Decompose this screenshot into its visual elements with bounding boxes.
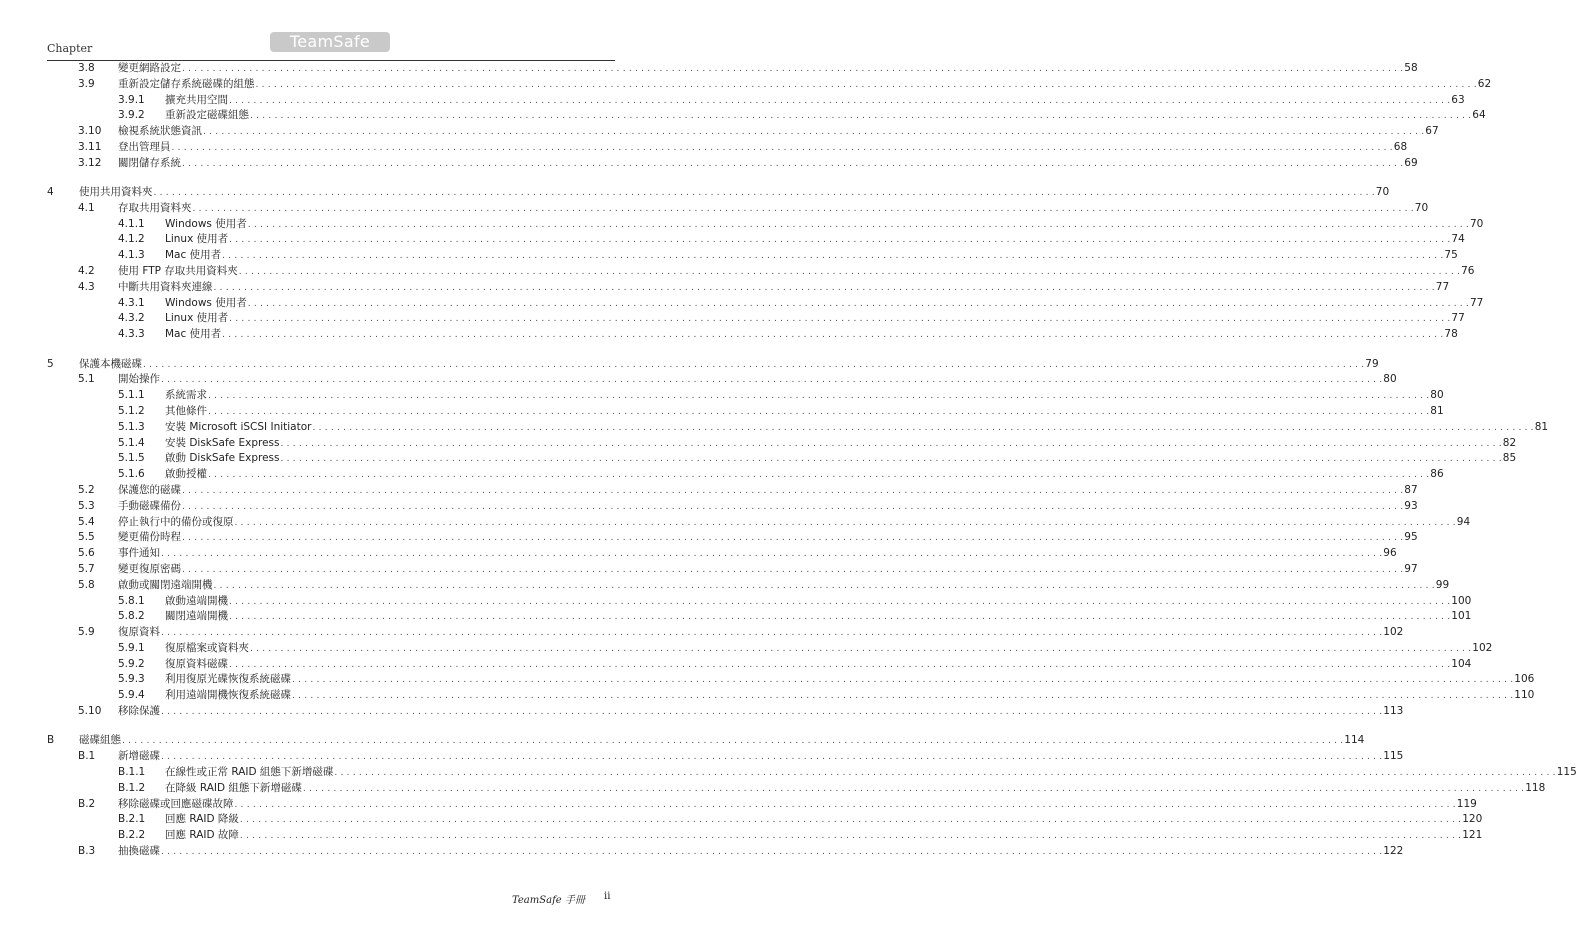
toc-leader-dots: . . . . . . . . . . . . . . . . . . . . . . . . . . . . . . . . . . . . . . . . . . . . . . . . . . . . . . . . . . . . . . . . . . . . . . . . . . . . . . . . . . . . . . . . . . . . . . . . . . . . . . . . . . . . . . . . . . . . . . . . . . . . . . . . . . . . . . . . . . . . . . . . . . . . . . . . . . . . . . . . . . . . . . . . . . . . . . . . . . . . . . . . . . . . . . . . . . . . . . . . [161, 549, 1383, 560]
toc-leader-dots: . . . . . . . . . . . . . . . . . . . . . . . . . . . . . . . . . . . . . . . . . . . . . . . . . . . . . . . . . . . . . . . . . . . . . . . . . . . . . . . . . . . . . . . . . . . . . . . . . . . . . . . . . . . . . . . . . . . . . . . . . . . . . . . . . . . . . . . . . . . . . . . . . . . . . . . . . . . . . . . . . . . . . . . . . . . . . . . . . . . . . . . . . . . . . . . . . . . . . . . . [182, 501, 1404, 512]
toc-entry[interactable] [47, 296, 1484, 312]
toc-entry-line [165, 594, 1472, 611]
toc-entry-page: 96 [1382, 546, 1396, 562]
toc-entry[interactable] [47, 672, 1535, 688]
toc-entry-line [165, 217, 1484, 234]
toc-leader-dots: . . . . . . . . . . . . . . . . . . . . . . . . . . . . . . . . . . . . . . . . . . . . . . . . . . . . . . . . . . . . . . . . . . . . . . . . . . . . . . . . . . . . . . . . . . . . . . . . . . . . . . . . . . . . . . . . . . . . . . . . . . . . . . . . . . . . . . . . . . . . . . . . . . . . . . . . . . . . . . . . . . . . . . . . . . . . . . . . . . . . . . . . . . . . . . . . . . . . . . . . [222, 330, 1444, 341]
toc-entry-number: 5.9.2 [118, 657, 145, 670]
toc-entry-page: 104 [1450, 657, 1471, 673]
toc-leader-dots: . . . . . . . . . . . . . . . . . . . . . . . . . . . . . . . . . . . . . . . . . . . . . . . . . . . . . . . . . . . . . . . . . . . . . . . . . . . . . . . . . . . . . . . . . . . . . . . . . . . . . . . . . . . . . . . . . . . . . . . . . . . . . . . . . . . . . . . . . . . . . . . . . . . . . . . . . . . . . . . . . . . . . . . . . . . . . . . . . . . . . . . . . . . . . . . . . . . . . . . . [229, 659, 1451, 670]
toc-leader-dots: . . . . . . . . . . . . . . . . . . . . . . . . . . . . . . . . . . . . . . . . . . . . . . . . . . . . . . . . . . . . . . . . . . . . . . . . . . . . . . . . . . . . . . . . . . . . . . . . . . . . . . . . . . . . . . . . . . . . . . . . . . . . . . . . . . . . . . . . . . . . . . . . . . . . . . . . . . . . . . . . . . . . . . . . . . . . . . . . . . . . . . . . . . . . . . . . . . . . . . . . [229, 95, 1451, 106]
toc-leader-dots: . . . . . . . . . . . . . . . . . . . . . . . . . . . . . . . . . . . . . . . . . . . . . . . . . . . . . . . . . . . . . . . . . . . . . . . . . . . . . . . . . . . . . . . . . . . . . . . . . . . . . . . . . . . . . . . . . . . . . . . . . . . . . . . . . . . . . . . . . . . . . . . . . . . . . . . . . . . . . . . . . . . . . . . . . . . . . . . . . . . . . . . . . . . . . . . . . . . . . . . . [171, 142, 1393, 153]
toc-entry-line [118, 704, 1404, 721]
toc-leader-dots: . . . . . . . . . . . . . . . . . . . . . . . . . . . . . . . . . . . . . . . . . . . . . . . . . . . . . . . . . . . . . . . . . . . . . . . . . . . . . . . . . . . . . . . . . . . . . . . . . . . . . . . . . . . . . . . . . . . . . . . . . . . . . . . . . . . . . . . . . . . . . . . . . . . . . . . . . . . . . . . . . . . . . . . . . . . . . . . . . . . . . . . . . . . . . . . . . . . . . . . . [213, 580, 1435, 591]
toc-leader-dots: . . . . . . . . . . . . . . . . . . . . . . . . . . . . . . . . . . . . . . . . . . . . . . . . . . . . . . . . . . . . . . . . . . . . . . . . . . . . . . . . . . . . . . . . . . . . . . . . . . . . . . . . . . . . . . . . . . . . . . . . . . . . . . . . . . . . . . . . . . . . . . . . . . . . . . . . . . . . . . . . . . . . . . . . . . . . . . . . . . . . . . . . . . . . . . . . . . . . . . . . [247, 219, 1469, 230]
toc-leader-dots: . . . . . . . . . . . . . . . . . . . . . . . . . . . . . . . . . . . . . . . . . . . . . . . . . . . . . . . . . . . . . . . . . . . . . . . . . . . . . . . . . . . . . . . . . . . . . . . . . . . . . . . . . . . . . . . . . . . . . . . . . . . . . . . . . . . . . . . . . . . . . . . . . . . . . . . . . . . . . . . . . . . . . . . . . . . . . . . . . . . . . . . . . . . . . . . . . . . . . . . . [213, 282, 1435, 293]
toc-leader-dots: . . . . . . . . . . . . . . . . . . . . . . . . . . . . . . . . . . . . . . . . . . . . . . . . . . . . . . . . . . . . . . . . . . . . . . . . . . . . . . . . . . . . . . . . . . . . . . . . . . . . . . . . . . . . . . . . . . . . . . . . . . . . . . . . . . . . . . . . . . . . . . . . . . . . . . . . . . . . . . . . . . . . . . . . . . . . . . . . . . . . . . . . . . . . . . . . . . . . . . . . [239, 815, 1462, 826]
toc-entry-title: 新增磁碟 [118, 749, 161, 765]
toc-entry-title: 利用復原光碟恢復系統磁碟 [165, 672, 292, 688]
toc-entry[interactable] [47, 515, 1471, 531]
toc-leader-dots: . . . . . . . . . . . . . . . . . . . . . . . . . . . . . . . . . . . . . . . . . . . . . . . . . . . . . . . . . . . . . . . . . . . . . . . . . . . . . . . . . . . . . . . . . . . . . . . . . . . . . . . . . . . . . . . . . . . . . . . . . . . . . . . . . . . . . . . . . . . . . . . . . . . . . . . . . . . . . . . . . . . . . . . . . . . . . . . . . . . . . . . . . . . . . . . . . . . . . . . . [182, 158, 1404, 169]
toc-entry-line [165, 388, 1444, 405]
toc-entry-page: 81 [1534, 420, 1548, 436]
footer-page-number: ii [604, 891, 611, 902]
toc-entry-line [165, 688, 1535, 705]
toc-entry[interactable] [47, 61, 1418, 77]
toc-entry[interactable] [47, 499, 1418, 515]
toc-leader-dots: . . . . . . . . . . . . . . . . . . . . . . . . . . . . . . . . . . . . . . . . . . . . . . . . . . . . . . . . . . . . . . . . . . . . . . . . . . . . . . . . . . . . . . . . . . . . . . . . . . . . . . . . . . . . . . . . . . . . . . . . . . . . . . . . . . . . . . . . . . . . . . . . . . . . . . . . . . . . . . . . . . . . . . . . . . . . . . . . . . . . . . . . . . . . . . . . . . . . . . . . [238, 267, 1461, 278]
toc-entry[interactable] [47, 108, 1486, 124]
toc-entry-title: 在降級 RAID 組態下新增磁碟 [165, 781, 303, 797]
toc-entry-line [165, 248, 1458, 265]
toc-entry[interactable] [47, 704, 1404, 720]
toc-entry[interactable] [47, 609, 1472, 625]
toc-entry-line [165, 296, 1484, 313]
toc-entry-page: 118 [1524, 781, 1545, 797]
toc-entry-number: 5.6 [78, 547, 95, 560]
toc-leader-dots: . . . . . . . . . . . . . . . . . . . . . . . . . . . . . . . . . . . . . . . . . . . . . . . . . . . . . . . . . . . . . . . . . . . . . . . . . . . . . . . . . . . . . . . . . . . . . . . . . . . . . . . . . . . . . . . . . . . . . . . . . . . . . . . . . . . . . . . . . . . . . . . . . . . . . . . . . . . . . . . . . . . . . . . . . . . . . . . . . . . . . . . . . . . . . . . . . . . . . . . . [234, 517, 1456, 528]
toc-entry-line [165, 812, 1483, 829]
toc-entry-page: 77 [1450, 311, 1464, 327]
toc-entry-number: 3.10 [78, 125, 102, 138]
toc-entry-page: 106 [1513, 672, 1534, 688]
toc-entry-page: 77 [1435, 280, 1449, 296]
toc-entry-page: 94 [1456, 515, 1470, 531]
toc-entry-title: 啟動或關閉遠端開機 [118, 578, 214, 594]
toc-entry-number: 5.1.3 [118, 420, 145, 433]
toc-entry-line [165, 327, 1458, 344]
toc-entry-number: 5.10 [78, 705, 102, 718]
toc-entry-title: 保護本機磁碟 [79, 357, 143, 373]
toc-entry-title: 中斷共用資料夾連線 [118, 280, 214, 296]
toc-leader-dots: . . . . . . . . . . . . . . . . . . . . . . . . . . . . . . . . . . . . . . . . . . . . . . . . . . . . . . . . . . . . . . . . . . . . . . . . . . . . . . . . . . . . . . . . . . . . . . . . . . . . . . . . . . . . . . . . . . . . . . . . . . . . . . . . . . . . . . . . . . . . . . . . . . . . . . . . . . . . . . . . . . . . . . . . . . . . . . . . . . . . . . . . . . . . . . . . . . . . . . . . [192, 203, 1414, 214]
toc-entry-number: 5.1.4 [118, 436, 145, 449]
toc-entry[interactable] [47, 483, 1418, 499]
toc-leader-dots: . . . . . . . . . . . . . . . . . . . . . . . . . . . . . . . . . . . . . . . . . . . . . . . . . . . . . . . . . . . . . . . . . . . . . . . . . . . . . . . . . . . . . . . . . . . . . . . . . . . . . . . . . . . . . . . . . . . . . . . . . . . . . . . . . . . . . . . . . . . . . . . . . . . . . . . . . . . . . . . . . . . . . . . . . . . . . . . . . . . . . . . . . . . . . . . . . . . . . . . . [229, 596, 1451, 607]
toc-leader-dots: . . . . . . . . . . . . . . . . . . . . . . . . . . . . . . . . . . . . . . . . . . . . . . . . . . . . . . . . . . . . . . . . . . . . . . . . . . . . . . . . . . . . . . . . . . . . . . . . . . . . . . . . . . . . . . . . . . . . . . . . . . . . . . . . . . . . . . . . . . . . . . . . . . . . . . . . . . . . . . . . . . . . . . . . . . . . . . . . . . . . . . . . . . . . . . . . . . . . . . . . [161, 846, 1383, 857]
toc-entry-number: 4.3.2 [118, 312, 145, 325]
toc-entry-number: 5.2 [78, 483, 95, 496]
toc-entry-number: 5.5 [78, 531, 95, 544]
toc-entry-line [165, 467, 1444, 484]
toc-entry[interactable] [47, 248, 1458, 264]
toc-entry-line [165, 311, 1465, 328]
toc-entry-number: 3.8 [78, 62, 95, 74]
toc-entry[interactable] [47, 404, 1444, 420]
toc-entry[interactable] [47, 578, 1450, 594]
toc-entry-line [165, 781, 1546, 798]
toc-entry-number: 5.4 [78, 515, 95, 528]
toc-leader-dots: . . . . . . . . . . . . . . . . . . . . . . . . . . . . . . . . . . . . . . . . . . . . . . . . . . . . . . . . . . . . . . . . . . . . . . . . . . . . . . . . . . . . . . . . . . . . . . . . . . . . . . . . . . . . . . . . . . . . . . . . . . . . . . . . . . . . . . . . . . . . . . . . . . . . . . . . . . . . . . . . . . . . . . . . . . . . . . . . . . . . . . . . . . . . . . . . . . . . . . . . [161, 375, 1383, 386]
toc-entry-number: 5.1.5 [118, 452, 145, 465]
toc-entry-page: 87 [1403, 483, 1417, 499]
toc-leader-dots: . . . . . . . . . . . . . . . . . . . . . . . . . . . . . . . . . . . . . . . . . . . . . . . . . . . . . . . . . . . . . . . . . . . . . . . . . . . . . . . . . . . . . . . . . . . . . . . . . . . . . . . . . . . . . . . . . . . . . . . . . . . . . . . . . . . . . . . . . . . . . . . . . . . . . . . . . . . . . . . . . . . . . . . . . . . . . . . . . . . . . . . . . . . . . . . . . . . . . . . . [122, 736, 1344, 747]
toc-entry-line [79, 357, 1379, 374]
toc-entry-line [118, 201, 1429, 218]
toc-entry-page: 122 [1382, 844, 1403, 860]
toc-entry[interactable] [47, 327, 1458, 343]
toc-entry-number: 5.3 [78, 499, 95, 512]
toc-entry-title: Mac 使用者 [165, 248, 222, 264]
toc-entry[interactable] [47, 201, 1429, 217]
toc-entry[interactable] [47, 436, 1517, 452]
toc-entry[interactable] [47, 749, 1404, 765]
toc-entry-title: 復原資料磁碟 [165, 657, 229, 673]
toc-leader-dots: . . . . . . . . . . . . . . . . . . . . . . . . . . . . . . . . . . . . . . . . . . . . . . . . . . . . . . . . . . . . . . . . . . . . . . . . . . . . . . . . . . . . . . . . . . . . . . . . . . . . . . . . . . . . . . . . . . . . . . . . . . . . . . . . . . . . . . . . . . . . . . . . . . . . . . . . . . . . . . . . . . . . . . . . . . . . . . . . . . . . . . . . . . . . . . . . . . . . . . . . [229, 612, 1451, 623]
teamsafe-logo: TeamSafe [270, 32, 390, 52]
toc-leader-dots: . . . . . . . . . . . . . . . . . . . . . . . . . . . . . . . . . . . . . . . . . . . . . . . . . . . . . . . . . . . . . . . . . . . . . . . . . . . . . . . . . . . . . . . . . . . . . . . . . . . . . . . . . . . . . . . . . . . . . . . . . . . . . . . . . . . . . . . . . . . . . . . . . . . . . . . . . . . . . . . . . . . . . . . . . . . . . . . . . . . . . . . . . . . . . . . . . . . . . . . . [182, 485, 1404, 496]
toc-leader-dots: . . . . . . . . . . . . . . . . . . . . . . . . . . . . . . . . . . . . . . . . . . . . . . . . . . . . . . . . . . . . . . . . . . . . . . . . . . . . . . . . . . . . . . . . . . . . . . . . . . . . . . . . . . . . . . . . . . . . . . . . . . . . . . . . . . . . . . . . . . . . . . . . . . . . . . . . . . . . . . . . . . . . . . . . . . . . . . . . . . . . . . . . . . . . . . . . . . . . . . . . [239, 831, 1462, 842]
toc-entry-title: 利用遠端開機恢復系統磁碟 [165, 688, 292, 704]
toc-leader-dots: . . . . . . . . . . . . . . . . . . . . . . . . . . . . . . . . . . . . . . . . . . . . . . . . . . . . . . . . . . . . . . . . . . . . . . . . . . . . . . . . . . . . . . . . . . . . . . . . . . . . . . . . . . . . . . . . . . . . . . . . . . . . . . . . . . . . . . . . . . . . . . . . . . . . . . . . . . . . . . . . . . . . . . . . . . . . . . . . . . . . . . . . . . . . . . . . . . . . . . . . [247, 298, 1469, 309]
toc-entry[interactable] [47, 812, 1483, 828]
toc-entry[interactable] [47, 420, 1549, 436]
toc-entry-title: 存取共用資料夾 [118, 201, 193, 217]
toc-entry[interactable] [47, 451, 1517, 467]
toc-entry-line [165, 765, 1577, 782]
toc-entry-page: 97 [1403, 562, 1417, 578]
toc-entry-page: 114 [1343, 733, 1364, 749]
toc-entry-line [118, 749, 1404, 766]
toc-entry-line [165, 451, 1517, 468]
toc-leader-dots: . . . . . . . . . . . . . . . . . . . . . . . . . . . . . . . . . . . . . . . . . . . . . . . . . . . . . . . . . . . . . . . . . . . . . . . . . . . . . . . . . . . . . . . . . . . . . . . . . . . . . . . . . . . . . . . . . . . . . . . . . . . . . . . . . . . . . . . . . . . . . . . . . . . . . . . . . . . . . . . . . . . . . . . . . . . . . . . . . . . . . . . . . . . . . . . . . . . . . . . . [182, 564, 1404, 575]
toc-entry-page: 80 [1429, 388, 1443, 404]
toc-entry-page: 70 [1469, 217, 1483, 233]
toc-entry-title: 檢視系統狀態資訊 [118, 124, 203, 140]
toc-entry[interactable] [47, 280, 1450, 296]
toc-entry-line [118, 483, 1418, 500]
toc-entry-line [118, 625, 1404, 642]
table-of-contents [47, 61, 1577, 860]
toc-entry-line [118, 156, 1418, 173]
toc-leader-dots: . . . . . . . . . . . . . . . . . . . . . . . . . . . . . . . . . . . . . . . . . . . . . . . . . . . . . . . . . . . . . . . . . . . . . . . . . . . . . . . . . . . . . . . . . . . . . . . . . . . . . . . . . . . . . . . . . . . . . . . . . . . . . . . . . . . . . . . . . . . . . . . . . . . . . . . . . . . . . . . . . . . . . . . . . . . . . . . . . . . . . . . . . . . . . . . . . . . . . . . . [312, 422, 1534, 433]
toc-entry-page: 70 [1414, 201, 1428, 217]
toc-entry-line [118, 124, 1439, 141]
toc-entry[interactable] [47, 467, 1444, 483]
toc-entry-title: Linux 使用者 [165, 311, 229, 327]
toc-entry-page: 67 [1424, 124, 1438, 140]
toc-entry-number: B [47, 734, 55, 747]
toc-entry-page: 79 [1364, 357, 1378, 373]
toc-entry[interactable] [47, 93, 1465, 109]
toc-entry-number: 3.11 [78, 140, 102, 153]
toc-entry-title: 啟動 DiskSafe Express [165, 451, 281, 467]
toc-entry-number: 5.9.1 [118, 641, 145, 654]
toc-entry-number: B.1.1 [118, 765, 146, 778]
toc-entry-page: 80 [1382, 372, 1396, 388]
toc-entry-page: 58 [1403, 61, 1417, 77]
toc-entry-number: 5.9.3 [118, 673, 145, 686]
toc-entry-page: 102 [1471, 641, 1492, 657]
toc-entry-title: 保護您的磁碟 [118, 483, 182, 499]
toc-entry[interactable] [47, 185, 1390, 201]
toc-entry-number: 4.3 [78, 280, 95, 293]
toc-entry-line [118, 61, 1418, 78]
toc-entry-number: B.1 [78, 750, 96, 763]
toc-entry-line [118, 530, 1418, 547]
header-chapter-label: Chapter [47, 42, 93, 55]
toc-entry-page: 68 [1393, 140, 1407, 156]
toc-entry-title: Linux 使用者 [165, 232, 229, 248]
toc-entry[interactable] [47, 733, 1365, 749]
toc-leader-dots: . . . . . . . . . . . . . . . . . . . . . . . . . . . . . . . . . . . . . . . . . . . . . . . . . . . . . . . . . . . . . . . . . . . . . . . . . . . . . . . . . . . . . . . . . . . . . . . . . . . . . . . . . . . . . . . . . . . . . . . . . . . . . . . . . . . . . . . . . . . . . . . . . . . . . . . . . . . . . . . . . . . . . . . . . . . . . . . . . . . . . . . . . . . . . . . . . . . . . . . . [161, 628, 1383, 639]
toc-entry[interactable] [47, 530, 1418, 546]
toc-entry[interactable] [47, 357, 1379, 373]
toc-entry-line [118, 797, 1477, 814]
toc-entry-line [118, 264, 1475, 281]
toc-entry-title: 復原資料 [118, 625, 161, 641]
toc-entry-title: 變更備份時程 [118, 530, 182, 546]
toc-entry-number: 5.8 [78, 578, 95, 591]
toc-entry-page: 86 [1429, 467, 1443, 483]
toc-entry-page: 64 [1471, 108, 1485, 124]
toc-entry-title: 抽換磁碟 [118, 844, 161, 860]
toc-entry-number: 5.8.2 [118, 610, 145, 623]
toc-entry-page: 81 [1429, 404, 1443, 420]
toc-entry-page: 95 [1403, 530, 1417, 546]
toc-entry-number: 5.1.2 [118, 404, 145, 417]
toc-entry-page: 120 [1461, 812, 1482, 828]
toc-leader-dots: . . . . . . . . . . . . . . . . . . . . . . . . . . . . . . . . . . . . . . . . . . . . . . . . . . . . . . . . . . . . . . . . . . . . . . . . . . . . . . . . . . . . . . . . . . . . . . . . . . . . . . . . . . . . . . . . . . . . . . . . . . . . . . . . . . . . . . . . . . . . . . . . . . . . . . . . . . . . . . . . . . . . . . . . . . . . . . . . . . . . . . . . . . . . . . . . . . . . . . . . [229, 314, 1451, 325]
toc-entry-title: 關閉儲存系統 [118, 156, 182, 172]
toc-entry-title: 變更復原密碼 [118, 562, 182, 578]
toc-entry[interactable] [47, 594, 1472, 610]
toc-entry-line [118, 515, 1471, 532]
toc-entry-line [118, 844, 1404, 861]
footer-label: TeamSafe 手冊 [512, 895, 585, 906]
toc-entry-page: 70 [1375, 185, 1389, 201]
toc-entry[interactable] [47, 217, 1484, 233]
toc-entry-title: 登出管理員 [118, 140, 172, 156]
toc-entry-line [165, 404, 1444, 421]
toc-entry[interactable] [47, 140, 1408, 156]
toc-entry-title: 重新設定儲存系統磁碟的組態 [118, 77, 256, 93]
toc-entry-number: 5.7 [78, 562, 95, 575]
toc-entry-number: 4.1.1 [118, 217, 145, 230]
toc-entry-title: 系統需求 [165, 388, 208, 404]
toc-entry[interactable] [47, 657, 1472, 673]
toc-entry-line [165, 828, 1483, 845]
toc-leader-dots: . . . . . . . . . . . . . . . . . . . . . . . . . . . . . . . . . . . . . . . . . . . . . . . . . . . . . . . . . . . . . . . . . . . . . . . . . . . . . . . . . . . . . . . . . . . . . . . . . . . . . . . . . . . . . . . . . . . . . . . . . . . . . . . . . . . . . . . . . . . . . . . . . . . . . . . . . . . . . . . . . . . . . . . . . . . . . . . . . . . . . . . . . . . . . . . . . . . . . . . . [255, 79, 1477, 90]
toc-entry-number: B.2.1 [118, 813, 146, 826]
toc-entry-title: 磁碟組態 [79, 733, 122, 749]
toc-entry-title: 使用共用資料夾 [79, 185, 154, 201]
toc-entry-line [165, 108, 1486, 125]
toc-entry-title: 啟動遠端開機 [165, 594, 229, 610]
toc-entry-number: 3.9.2 [118, 109, 145, 122]
toc-entry-title: 移除磁碟或回應磁碟故障 [118, 797, 235, 813]
toc-leader-dots: . . . . . . . . . . . . . . . . . . . . . . . . . . . . . . . . . . . . . . . . . . . . . . . . . . . . . . . . . . . . . . . . . . . . . . . . . . . . . . . . . . . . . . . . . . . . . . . . . . . . . . . . . . . . . . . . . . . . . . . . . . . . . . . . . . . . . . . . . . . . . . . . . . . . . . . . . . . . . . . . . . . . . . . . . . . . . . . . . . . . . . . . . . . . . . . . . . . . . . . . [208, 406, 1430, 417]
toc-entry[interactable] [47, 124, 1439, 140]
toc-entry-page: 85 [1502, 451, 1516, 467]
toc-entry-page: 115 [1556, 765, 1577, 781]
toc-leader-dots: . . . . . . . . . . . . . . . . . . . . . . . . . . . . . . . . . . . . . . . . . . . . . . . . . . . . . . . . . . . . . . . . . . . . . . . . . . . . . . . . . . . . . . . . . . . . . . . . . . . . . . . . . . . . . . . . . . . . . . . . . . . . . . . . . . . . . . . . . . . . . . . . . . . . . . . . . . . . . . . . . . . . . . . . . . . . . . . . . . . . . . . . . . . . . . . . . . . . . . . . [302, 783, 1525, 794]
toc-entry-line [118, 140, 1408, 157]
toc-entry-line [165, 672, 1535, 689]
toc-entry-line [118, 372, 1397, 389]
toc-entry[interactable] [47, 311, 1465, 327]
toc-entry-title: 移除保護 [118, 704, 161, 720]
toc-entry-title: 變更網路設定 [118, 61, 182, 77]
toc-entry[interactable] [47, 546, 1397, 562]
toc-entry-title: Mac 使用者 [165, 327, 222, 343]
toc-entry-title: Windows 使用者 [165, 296, 248, 312]
toc-entry-line [165, 609, 1472, 626]
toc-entry-line [165, 657, 1472, 674]
toc-entry-number: B.1.2 [118, 781, 146, 794]
toc-entry-page: 100 [1450, 594, 1471, 610]
toc-leader-dots: . . . . . . . . . . . . . . . . . . . . . . . . . . . . . . . . . . . . . . . . . . . . . . . . . . . . . . . . . . . . . . . . . . . . . . . . . . . . . . . . . . . . . . . . . . . . . . . . . . . . . . . . . . . . . . . . . . . . . . . . . . . . . . . . . . . . . . . . . . . . . . . . . . . . . . . . . . . . . . . . . . . . . . . . . . . . . . . . . . . . . . . . . . . . . . . . . . . . . . . . [292, 675, 1514, 686]
toc-leader-dots: . . . . . . . . . . . . . . . . . . . . . . . . . . . . . . . . . . . . . . . . . . . . . . . . . . . . . . . . . . . . . . . . . . . . . . . . . . . . . . . . . . . . . . . . . . . . . . . . . . . . . . . . . . . . . . . . . . . . . . . . . . . . . . . . . . . . . . . . . . . . . . . . . . . . . . . . . . . . . . . . . . . . . . . . . . . . . . . . . . . . . . . . . . . . . . . . . . . . . . . . [250, 111, 1472, 122]
toc-entry-page: 74 [1450, 232, 1464, 248]
toc-entry[interactable] [47, 562, 1418, 578]
toc-entry-title: 在線性或正常 RAID 組態下新增磁碟 [165, 765, 334, 781]
toc-entry-page: 77 [1469, 296, 1483, 312]
toc-entry[interactable] [47, 388, 1444, 404]
toc-entry-page: 115 [1382, 749, 1403, 765]
toc-entry-line [118, 280, 1450, 297]
toc-leader-dots: . . . . . . . . . . . . . . . . . . . . . . . . . . . . . . . . . . . . . . . . . . . . . . . . . . . . . . . . . . . . . . . . . . . . . . . . . . . . . . . . . . . . . . . . . . . . . . . . . . . . . . . . . . . . . . . . . . . . . . . . . . . . . . . . . . . . . . . . . . . . . . . . . . . . . . . . . . . . . . . . . . . . . . . . . . . . . . . . . . . . . . . . . . . . . . . . . . . . . . . . [280, 454, 1502, 465]
toc-entry-title: 啟動授權 [165, 467, 208, 483]
toc-entry-number: 5.1 [78, 373, 95, 386]
toc-leader-dots: . . . . . . . . . . . . . . . . . . . . . . . . . . . . . . . . . . . . . . . . . . . . . . . . . . . . . . . . . . . . . . . . . . . . . . . . . . . . . . . . . . . . . . . . . . . . . . . . . . . . . . . . . . . . . . . . . . . . . . . . . . . . . . . . . . . . . . . . . . . . . . . . . . . . . . . . . . . . . . . . . . . . . . . . . . . . . . . . . . . . . . . . . . . . . . . . . . . . . . . . [182, 533, 1404, 544]
toc-leader-dots: . . . . . . . . . . . . . . . . . . . . . . . . . . . . . . . . . . . . . . . . . . . . . . . . . . . . . . . . . . . . . . . . . . . . . . . . . . . . . . . . . . . . . . . . . . . . . . . . . . . . . . . . . . . . . . . . . . . . . . . . . . . . . . . . . . . . . . . . . . . . . . . . . . . . . . . . . . . . . . . . . . . . . . . . . . . . . . . . . . . . . . . . . . . . . . . . . . . . . . . . [153, 188, 1375, 199]
toc-entry-page: 113 [1382, 704, 1403, 720]
toc-entry-page: 69 [1403, 156, 1417, 172]
toc-entry[interactable] [47, 625, 1404, 641]
toc-leader-dots: . . . . . . . . . . . . . . . . . . . . . . . . . . . . . . . . . . . . . . . . . . . . . . . . . . . . . . . . . . . . . . . . . . . . . . . . . . . . . . . . . . . . . . . . . . . . . . . . . . . . . . . . . . . . . . . . . . . . . . . . . . . . . . . . . . . . . . . . . . . . . . . . . . . . . . . . . . . . . . . . . . . . . . . . . . . . . . . . . . . . . . . . . . . . . . . . . . . . . . . . [229, 235, 1451, 246]
toc-entry[interactable] [47, 156, 1418, 172]
toc-entry-line [118, 77, 1492, 94]
toc-entry-line [79, 185, 1390, 202]
toc-entry-number: 5 [47, 357, 54, 370]
toc-entry-page: 101 [1450, 609, 1471, 625]
toc-entry-page: 93 [1403, 499, 1417, 515]
toc-entry-line [79, 733, 1365, 750]
toc-entry-line [118, 578, 1450, 595]
toc-entry[interactable] [47, 844, 1404, 860]
toc-entry-number: 5.9 [78, 626, 95, 639]
toc-entry-title: 開始操作 [118, 372, 161, 388]
toc-entry-number: 4 [47, 186, 54, 199]
toc-leader-dots: . . . . . . . . . . . . . . . . . . . . . . . . . . . . . . . . . . . . . . . . . . . . . . . . . . . . . . . . . . . . . . . . . . . . . . . . . . . . . . . . . . . . . . . . . . . . . . . . . . . . . . . . . . . . . . . . . . . . . . . . . . . . . . . . . . . . . . . . . . . . . . . . . . . . . . . . . . . . . . . . . . . . . . . . . . . . . . . . . . . . . . . . . . . . . . . . . . . . . . . . [234, 799, 1456, 810]
toc-leader-dots: . . . . . . . . . . . . . . . . . . . . . . . . . . . . . . . . . . . . . . . . . . . . . . . . . . . . . . . . . . . . . . . . . . . . . . . . . . . . . . . . . . . . . . . . . . . . . . . . . . . . . . . . . . . . . . . . . . . . . . . . . . . . . . . . . . . . . . . . . . . . . . . . . . . . . . . . . . . . . . . . . . . . . . . . . . . . . . . . . . . . . . . . . . . . . . . . . . . . . . . . [280, 438, 1502, 449]
toc-entry-number: B.2.2 [118, 829, 146, 842]
toc-entry-title: 擴充共用空間 [165, 93, 229, 109]
toc-entry[interactable] [47, 264, 1475, 280]
toc-entry-line [165, 232, 1465, 249]
toc-entry-line [165, 93, 1465, 110]
toc-entry-title: 使用 FTP 存取共用資料夾 [118, 264, 239, 280]
toc-entry-line [165, 641, 1493, 658]
toc-entry-number: 4.2 [78, 265, 95, 278]
toc-entry[interactable] [47, 797, 1477, 813]
toc-leader-dots: . . . . . . . . . . . . . . . . . . . . . . . . . . . . . . . . . . . . . . . . . . . . . . . . . . . . . . . . . . . . . . . . . . . . . . . . . . . . . . . . . . . . . . . . . . . . . . . . . . . . . . . . . . . . . . . . . . . . . . . . . . . . . . . . . . . . . . . . . . . . . . . . . . . . . . . . . . . . . . . . . . . . . . . . . . . . . . . . . . . . . . . . . . . . . . . . . . . . . . . . [208, 470, 1430, 481]
toc-entry-number: 4.3.3 [118, 328, 145, 341]
toc-entry-title: 重新設定磁碟組態 [165, 108, 250, 124]
toc-leader-dots: . . . . . . . . . . . . . . . . . . . . . . . . . . . . . . . . . . . . . . . . . . . . . . . . . . . . . . . . . . . . . . . . . . . . . . . . . . . . . . . . . . . . . . . . . . . . . . . . . . . . . . . . . . . . . . . . . . . . . . . . . . . . . . . . . . . . . . . . . . . . . . . . . . . . . . . . . . . . . . . . . . . . . . . . . . . . . . . . . . . . . . . . . . . . . . . . . . . . . . . . [334, 767, 1556, 778]
toc-entry-page: 121 [1461, 828, 1482, 844]
toc-leader-dots: . . . . . . . . . . . . . . . . . . . . . . . . . . . . . . . . . . . . . . . . . . . . . . . . . . . . . . . . . . . . . . . . . . . . . . . . . . . . . . . . . . . . . . . . . . . . . . . . . . . . . . . . . . . . . . . . . . . . . . . . . . . . . . . . . . . . . . . . . . . . . . . . . . . . . . . . . . . . . . . . . . . . . . . . . . . . . . . . . . . . . . . . . . . . . . . . . . . . . . . . [143, 359, 1365, 370]
toc-entry-number: 3.12 [78, 156, 102, 169]
toc-entry-title: 回應 RAID 故障 [165, 828, 240, 844]
toc-entry-title: 回應 RAID 降級 [165, 812, 240, 828]
toc-entry-number: 5.9.4 [118, 689, 145, 702]
toc-entry-page: 119 [1456, 797, 1477, 813]
toc-entry-page: 110 [1513, 688, 1534, 704]
toc-entry-number: 4.1.2 [118, 233, 145, 246]
toc-entry-page: 102 [1382, 625, 1403, 641]
toc-entry-line [165, 420, 1549, 437]
toc-entry-number: B.2 [78, 797, 96, 810]
toc-entry-page: 76 [1460, 264, 1474, 280]
toc-entry-number: 5.8.1 [118, 594, 145, 607]
toc-entry[interactable] [47, 688, 1535, 704]
toc-entry-page: 82 [1502, 436, 1516, 452]
toc-entry[interactable] [47, 372, 1397, 388]
toc-entry[interactable] [47, 765, 1577, 781]
toc-leader-dots: . . . . . . . . . . . . . . . . . . . . . . . . . . . . . . . . . . . . . . . . . . . . . . . . . . . . . . . . . . . . . . . . . . . . . . . . . . . . . . . . . . . . . . . . . . . . . . . . . . . . . . . . . . . . . . . . . . . . . . . . . . . . . . . . . . . . . . . . . . . . . . . . . . . . . . . . . . . . . . . . . . . . . . . . . . . . . . . . . . . . . . . . . . . . . . . . . . . . . . . . [182, 64, 1404, 74]
toc-leader-dots: . . . . . . . . . . . . . . . . . . . . . . . . . . . . . . . . . . . . . . . . . . . . . . . . . . . . . . . . . . . . . . . . . . . . . . . . . . . . . . . . . . . . . . . . . . . . . . . . . . . . . . . . . . . . . . . . . . . . . . . . . . . . . . . . . . . . . . . . . . . . . . . . . . . . . . . . . . . . . . . . . . . . . . . . . . . . . . . . . . . . . . . . . . . . . . . . . . . . . . . . [222, 251, 1444, 262]
toc-entry[interactable] [47, 641, 1493, 657]
toc-entry-page: 78 [1443, 327, 1457, 343]
toc-entry-title: 安裝 Microsoft iSCSI Initiator [165, 420, 312, 436]
toc-entry-page: 62 [1477, 77, 1491, 93]
toc-entry-title: 事件通知 [118, 546, 161, 562]
toc-entry-page: 75 [1443, 248, 1457, 264]
toc-entry-title: 手動磁碟備份 [118, 499, 182, 515]
toc-entry[interactable] [47, 77, 1492, 93]
toc-entry-number: B.3 [78, 844, 96, 857]
toc-entry-number: 3.9 [78, 77, 95, 90]
toc-entry[interactable] [47, 781, 1546, 797]
toc-leader-dots: . . . . . . . . . . . . . . . . . . . . . . . . . . . . . . . . . . . . . . . . . . . . . . . . . . . . . . . . . . . . . . . . . . . . . . . . . . . . . . . . . . . . . . . . . . . . . . . . . . . . . . . . . . . . . . . . . . . . . . . . . . . . . . . . . . . . . . . . . . . . . . . . . . . . . . . . . . . . . . . . . . . . . . . . . . . . . . . . . . . . . . . . . . . . . . . . . . . . . . . . [161, 752, 1383, 763]
toc-entry-title: 安裝 DiskSafe Express [165, 436, 281, 452]
toc-entry-title: Windows 使用者 [165, 217, 248, 233]
toc-entry-number: 4.1.3 [118, 249, 145, 262]
toc-entry-line [118, 546, 1397, 563]
toc-leader-dots: . . . . . . . . . . . . . . . . . . . . . . . . . . . . . . . . . . . . . . . . . . . . . . . . . . . . . . . . . . . . . . . . . . . . . . . . . . . . . . . . . . . . . . . . . . . . . . . . . . . . . . . . . . . . . . . . . . . . . . . . . . . . . . . . . . . . . . . . . . . . . . . . . . . . . . . . . . . . . . . . . . . . . . . . . . . . . . . . . . . . . . . . . . . . . . . . . . . . . . . . [292, 691, 1514, 702]
toc-leader-dots: . . . . . . . . . . . . . . . . . . . . . . . . . . . . . . . . . . . . . . . . . . . . . . . . . . . . . . . . . . . . . . . . . . . . . . . . . . . . . . . . . . . . . . . . . . . . . . . . . . . . . . . . . . . . . . . . . . . . . . . . . . . . . . . . . . . . . . . . . . . . . . . . . . . . . . . . . . . . . . . . . . . . . . . . . . . . . . . . . . . . . . . . . . . . . . . . . . . . . . . . [208, 391, 1430, 402]
toc-entry-page: 63 [1450, 93, 1464, 109]
toc-leader-dots: . . . . . . . . . . . . . . . . . . . . . . . . . . . . . . . . . . . . . . . . . . . . . . . . . . . . . . . . . . . . . . . . . . . . . . . . . . . . . . . . . . . . . . . . . . . . . . . . . . . . . . . . . . . . . . . . . . . . . . . . . . . . . . . . . . . . . . . . . . . . . . . . . . . . . . . . . . . . . . . . . . . . . . . . . . . . . . . . . . . . . . . . . . . . . . . . . . . . . . . . [250, 643, 1472, 654]
toc-entry-line [165, 436, 1517, 453]
toc-entry-line [118, 499, 1418, 516]
toc-entry-number: 5.1.6 [118, 468, 145, 481]
toc-entry-number: 5.1.1 [118, 389, 145, 402]
toc-entry-number: 4.1 [78, 201, 95, 214]
toc-entry-line [118, 562, 1418, 579]
toc-entry-title: 復原檔案或資料夾 [165, 641, 250, 657]
toc-entry[interactable] [47, 828, 1483, 844]
toc-entry-title: 關閉遠端開機 [165, 609, 229, 625]
toc-leader-dots: . . . . . . . . . . . . . . . . . . . . . . . . . . . . . . . . . . . . . . . . . . . . . . . . . . . . . . . . . . . . . . . . . . . . . . . . . . . . . . . . . . . . . . . . . . . . . . . . . . . . . . . . . . . . . . . . . . . . . . . . . . . . . . . . . . . . . . . . . . . . . . . . . . . . . . . . . . . . . . . . . . . . . . . . . . . . . . . . . . . . . . . . . . . . . . . . . . . . . . . . [203, 127, 1425, 138]
toc-leader-dots: . . . . . . . . . . . . . . . . . . . . . . . . . . . . . . . . . . . . . . . . . . . . . . . . . . . . . . . . . . . . . . . . . . . . . . . . . . . . . . . . . . . . . . . . . . . . . . . . . . . . . . . . . . . . . . . . . . . . . . . . . . . . . . . . . . . . . . . . . . . . . . . . . . . . . . . . . . . . . . . . . . . . . . . . . . . . . . . . . . . . . . . . . . . . . . . . . . . . . . . . [161, 707, 1383, 718]
toc-entry-number: 3.9.1 [118, 93, 145, 106]
toc-entry-number: 4.3.1 [118, 296, 145, 309]
toc-entry[interactable] [47, 232, 1465, 248]
toc-entry-title: 停止執行中的備份或復原 [118, 515, 235, 531]
toc-entry-page: 99 [1435, 578, 1449, 594]
toc-entry-title: 其他條件 [165, 404, 208, 420]
